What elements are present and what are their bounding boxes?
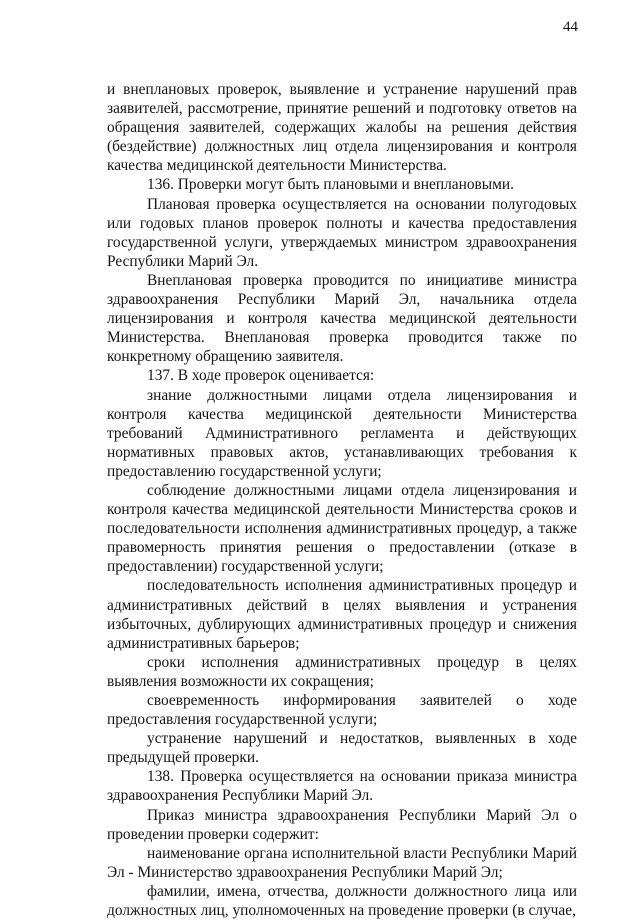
paragraph: 136. Проверки могут быть плановыми и внеплановыми. bbox=[147, 176, 514, 194]
paragraph: устранение нарушений и недостатков, выявленных в ходе предыдущей проверки. bbox=[107, 730, 577, 767]
paragraph: последовательность исполнения административных процедур и административных действий в целях выявления и устранения избыточных, дублирующих административных процедур и снижения административных барьеров; bbox=[107, 577, 577, 652]
paragraph: соблюдение должностными лицами отдела лицензирования и контроля качества медицинской деятельности Министерства сроков и последовательности исполнения административных процедур, а также правомерность принятия решения о предоставлении (отказе в предоставлении) государственной услуги; bbox=[107, 481, 577, 576]
paragraph: Внеплановая проверка проводится по инициативе министра здравоохранения Республики Марий Эл, начальника отдела лицензирования и контроля качества медицинской деятельности Министерства. Внеплановая проверка проводится также по конкретному обращению заявителя. bbox=[107, 271, 577, 366]
paragraph: и внеплановых проверок, выявление и устранение нарушений прав заявителей, рассмотрение, принятие решений и подготовку ответов на обращения заявителей, содержащих жалобы на решения действия (бездействие) должностных лиц отдела лицензирования и контроля качества медицинской деятельности Министерства. bbox=[107, 81, 577, 175]
paragraph: знание должностными лицами отдела лицензирования и контроля качества медицинской деятельности Министерства требований Административного регламента и действующих нормативных правовых актов, устанавливающих требования к предоставлению государственной услуги; bbox=[107, 386, 577, 480]
paragraph: Приказ министра здравоохранения Республики Марий Эл о проведении проверки содержит: bbox=[107, 806, 577, 843]
document-body bbox=[107, 80, 577, 920]
paragraph: наименование органа исполнительной власти Республики Марий Эл - Министерство здравоохранения Республики Марий Эл; bbox=[107, 844, 577, 881]
paragraph: 138. Проверка осуществляется на основании приказа министра здравоохранения Республики Марий Эл. bbox=[107, 768, 577, 805]
page-number: 44 bbox=[563, 19, 578, 35]
paragraph: 137. В ходе проверок оценивается: bbox=[147, 367, 375, 385]
paragraph: фамилии, имена, отчества, должности должностного лица или должностных лиц, уполномоченных на проведение проверки (в случае, bbox=[107, 882, 577, 920]
paragraph: своевременность информирования заявителей о ходе предоставления государственной услуги; bbox=[107, 692, 577, 729]
paragraph: сроки исполнения административных процедур в целях выявления возможности их сокращения; bbox=[107, 653, 577, 690]
paragraph: Плановая проверка осуществляется на основании полугодовых или годовых планов проверок полноты и качества предоставления государственной услуги, утверждаемых министром здравоохранения Республики Марий Эл. bbox=[107, 195, 577, 270]
